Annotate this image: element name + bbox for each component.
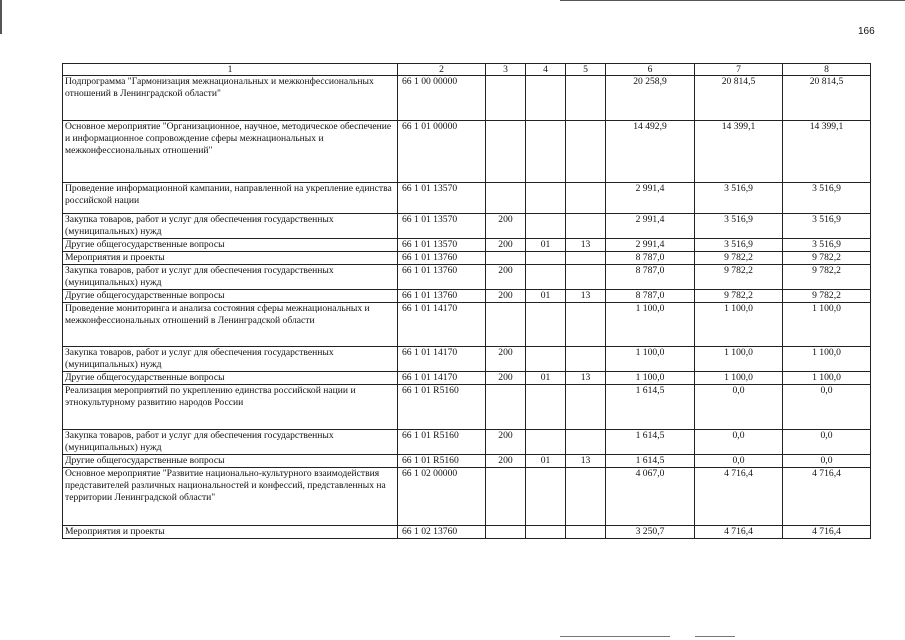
- cell-col-2: 66 1 01 R5160: [398, 430, 486, 455]
- cell-col-6: 1 614,5: [606, 385, 695, 430]
- cell-col-6: 4 067,0: [606, 468, 695, 526]
- cell-col-4: [526, 303, 566, 347]
- cell-col-4: 01: [526, 372, 566, 385]
- cell-col-3: 200: [486, 372, 526, 385]
- cell-col-1: Проведение информационной кампании, направленной на укрепление единства российской нации: [63, 183, 398, 214]
- cell-col-8: 14 399,1: [783, 121, 871, 183]
- cell-col-1: Другие общегосударственные вопросы: [63, 290, 398, 303]
- cell-col-7: 4 716,4: [695, 526, 783, 539]
- cell-col-8: 1 100,0: [783, 303, 871, 347]
- cell-col-8: 3 516,9: [783, 183, 871, 214]
- cell-col-3: [486, 121, 526, 183]
- header-cell: 6: [606, 64, 695, 76]
- cell-col-7: 3 516,9: [695, 183, 783, 214]
- cell-col-4: [526, 214, 566, 239]
- cell-col-4: [526, 526, 566, 539]
- cell-col-5: [566, 252, 606, 265]
- cell-col-2: 66 1 01 13760: [398, 290, 486, 303]
- cell-col-6: 1 100,0: [606, 347, 695, 372]
- table-row: [63, 183, 871, 214]
- table-body: [63, 76, 871, 539]
- header-cell: 7: [695, 64, 783, 76]
- cell-col-5: 13: [566, 372, 606, 385]
- cell-col-3: [486, 385, 526, 430]
- cell-col-6: 8 787,0: [606, 290, 695, 303]
- cell-col-7: 0,0: [695, 385, 783, 430]
- cell-col-5: [566, 265, 606, 290]
- cell-col-6: 8 787,0: [606, 252, 695, 265]
- cell-col-2: 66 1 01 00000: [398, 121, 486, 183]
- cell-col-5: [566, 526, 606, 539]
- cell-col-3: [486, 76, 526, 121]
- cell-col-5: [566, 76, 606, 121]
- cell-col-3: [486, 526, 526, 539]
- table-row: [63, 430, 871, 455]
- table-row: [63, 468, 871, 526]
- cell-col-5: 13: [566, 290, 606, 303]
- scan-top-edge: [560, 0, 905, 1]
- cell-col-4: [526, 121, 566, 183]
- table-row: [63, 455, 871, 468]
- cell-col-2: 66 1 01 14170: [398, 347, 486, 372]
- cell-col-1: Закупка товаров, работ и услуг для обеспечения государственных (муниципальных) нужд: [63, 214, 398, 239]
- table-row: [63, 265, 871, 290]
- cell-col-4: [526, 430, 566, 455]
- cell-col-1: Подпрограмма "Гармонизация межнациональных и межконфессиональных отношений в Ленинградской области": [63, 76, 398, 121]
- cell-col-3: 200: [486, 239, 526, 252]
- cell-col-8: 1 100,0: [783, 347, 871, 372]
- cell-col-5: [566, 347, 606, 372]
- cell-col-7: 14 399,1: [695, 121, 783, 183]
- cell-col-7: 9 782,2: [695, 290, 783, 303]
- cell-col-6: 1 100,0: [606, 372, 695, 385]
- cell-col-1: Закупка товаров, работ и услуг для обеспечения государственных (муниципальных) нужд: [63, 430, 398, 455]
- cell-col-2: 66 1 01 14170: [398, 303, 486, 347]
- cell-col-8: 9 782,2: [783, 290, 871, 303]
- cell-col-1: Мероприятия и проекты: [63, 526, 398, 539]
- cell-col-2: 66 1 01 13760: [398, 252, 486, 265]
- cell-col-5: [566, 430, 606, 455]
- page-number: 166: [858, 26, 875, 37]
- header-cell: 5: [566, 64, 606, 76]
- cell-col-6: 2 991,4: [606, 183, 695, 214]
- cell-col-1: Проведение мониторинга и анализа состояния сферы межнациональных и межконфессиональных отношений в Ленинградской области: [63, 303, 398, 347]
- cell-col-8: 0,0: [783, 455, 871, 468]
- cell-col-8: 4 716,4: [783, 526, 871, 539]
- cell-col-7: 20 814,5: [695, 76, 783, 121]
- header-cell: 2: [398, 64, 486, 76]
- cell-col-7: 0,0: [695, 430, 783, 455]
- cell-col-5: [566, 468, 606, 526]
- cell-col-7: 4 716,4: [695, 468, 783, 526]
- cell-col-3: 200: [486, 347, 526, 372]
- table-row: [63, 372, 871, 385]
- cell-col-3: 200: [486, 265, 526, 290]
- cell-col-2: 66 1 01 R5160: [398, 385, 486, 430]
- table-row: [63, 239, 871, 252]
- cell-col-7: 3 516,9: [695, 239, 783, 252]
- cell-col-4: [526, 265, 566, 290]
- cell-col-6: 2 991,4: [606, 239, 695, 252]
- cell-col-1: Мероприятия и проекты: [63, 252, 398, 265]
- cell-col-7: 0,0: [695, 455, 783, 468]
- cell-col-8: 9 782,2: [783, 252, 871, 265]
- cell-col-3: [486, 183, 526, 214]
- cell-col-7: 9 782,2: [695, 252, 783, 265]
- cell-col-4: 01: [526, 239, 566, 252]
- table-row: [63, 121, 871, 183]
- table-row: [63, 76, 871, 121]
- cell-col-1: Другие общегосударственные вопросы: [63, 239, 398, 252]
- cell-col-1: Другие общегосударственные вопросы: [63, 372, 398, 385]
- table-row: [63, 214, 871, 239]
- cell-col-6: 1 100,0: [606, 303, 695, 347]
- cell-col-6: 2 991,4: [606, 214, 695, 239]
- budget-table: [62, 63, 871, 539]
- cell-col-3: 200: [486, 214, 526, 239]
- header-cell: 4: [526, 64, 566, 76]
- cell-col-5: 13: [566, 239, 606, 252]
- cell-col-4: [526, 385, 566, 430]
- cell-col-5: [566, 303, 606, 347]
- cell-col-2: 66 1 01 13570: [398, 183, 486, 214]
- cell-col-5: 13: [566, 455, 606, 468]
- cell-col-7: 9 782,2: [695, 265, 783, 290]
- cell-col-8: 1 100,0: [783, 372, 871, 385]
- cell-col-4: [526, 347, 566, 372]
- cell-col-2: 66 1 02 13760: [398, 526, 486, 539]
- cell-col-2: 66 1 01 13570: [398, 239, 486, 252]
- cell-col-4: 01: [526, 290, 566, 303]
- cell-col-3: 200: [486, 430, 526, 455]
- cell-col-8: 3 516,9: [783, 239, 871, 252]
- cell-col-1: Закупка товаров, работ и услуг для обеспечения государственных (муниципальных) нужд: [63, 265, 398, 290]
- cell-col-6: 3 250,7: [606, 526, 695, 539]
- cell-col-1: Закупка товаров, работ и услуг для обеспечения государственных (муниципальных) нужд: [63, 347, 398, 372]
- cell-col-4: [526, 183, 566, 214]
- cell-col-5: [566, 183, 606, 214]
- cell-col-5: [566, 385, 606, 430]
- cell-col-1: Другие общегосударственные вопросы: [63, 455, 398, 468]
- cell-col-2: 66 1 02 00000: [398, 468, 486, 526]
- cell-col-5: [566, 214, 606, 239]
- cell-col-6: 20 258,9: [606, 76, 695, 121]
- cell-col-4: [526, 468, 566, 526]
- header-cell: 3: [486, 64, 526, 76]
- cell-col-7: 1 100,0: [695, 347, 783, 372]
- cell-col-3: 200: [486, 455, 526, 468]
- cell-col-3: 200: [486, 290, 526, 303]
- cell-col-3: [486, 468, 526, 526]
- table-row: [63, 526, 871, 539]
- cell-col-2: 66 1 01 14170: [398, 372, 486, 385]
- cell-col-8: 9 782,2: [783, 265, 871, 290]
- cell-col-1: Реализация мероприятий по укреплению единства российской нации и этнокультурному развитию народов России: [63, 385, 398, 430]
- cell-col-6: 8 787,0: [606, 265, 695, 290]
- cell-col-1: Основное мероприятие "Развитие национально-культурного взаимодействия представителей различных национальностей и конфессий, представленных на территории Ленинградской области": [63, 468, 398, 526]
- scan-left-edge: [0, 0, 2, 34]
- cell-col-4: [526, 252, 566, 265]
- table-row: [63, 385, 871, 430]
- scan-bottom-edge: [560, 636, 670, 637]
- header-cell: 8: [783, 64, 871, 76]
- cell-col-6: 14 492,9: [606, 121, 695, 183]
- cell-col-7: 1 100,0: [695, 303, 783, 347]
- table-row: [63, 290, 871, 303]
- cell-col-2: 66 1 01 13760: [398, 265, 486, 290]
- cell-col-5: [566, 121, 606, 183]
- cell-col-3: [486, 303, 526, 347]
- cell-col-8: 0,0: [783, 385, 871, 430]
- scan-bottom-edge: [695, 636, 735, 637]
- cell-col-8: 3 516,9: [783, 214, 871, 239]
- table-row: [63, 303, 871, 347]
- cell-col-4: [526, 76, 566, 121]
- cell-col-4: 01: [526, 455, 566, 468]
- cell-col-7: 1 100,0: [695, 372, 783, 385]
- cell-col-1: Основное мероприятие "Организационное, научное, методическое обеспечение и информационное сопровождение сферы межнациональных и межконфессиональных отношений": [63, 121, 398, 183]
- cell-col-6: 1 614,5: [606, 455, 695, 468]
- table-row: [63, 347, 871, 372]
- cell-col-2: 66 1 01 13570: [398, 214, 486, 239]
- cell-col-8: 20 814,5: [783, 76, 871, 121]
- cell-col-3: [486, 252, 526, 265]
- cell-col-2: 66 1 01 R5160: [398, 455, 486, 468]
- table-row: [63, 252, 871, 265]
- cell-col-8: 0,0: [783, 430, 871, 455]
- cell-col-6: 1 614,5: [606, 430, 695, 455]
- header-cell: 1: [63, 64, 398, 76]
- cell-col-8: 4 716,4: [783, 468, 871, 526]
- cell-col-7: 3 516,9: [695, 214, 783, 239]
- header-row: [63, 64, 871, 76]
- cell-col-2: 66 1 00 00000: [398, 76, 486, 121]
